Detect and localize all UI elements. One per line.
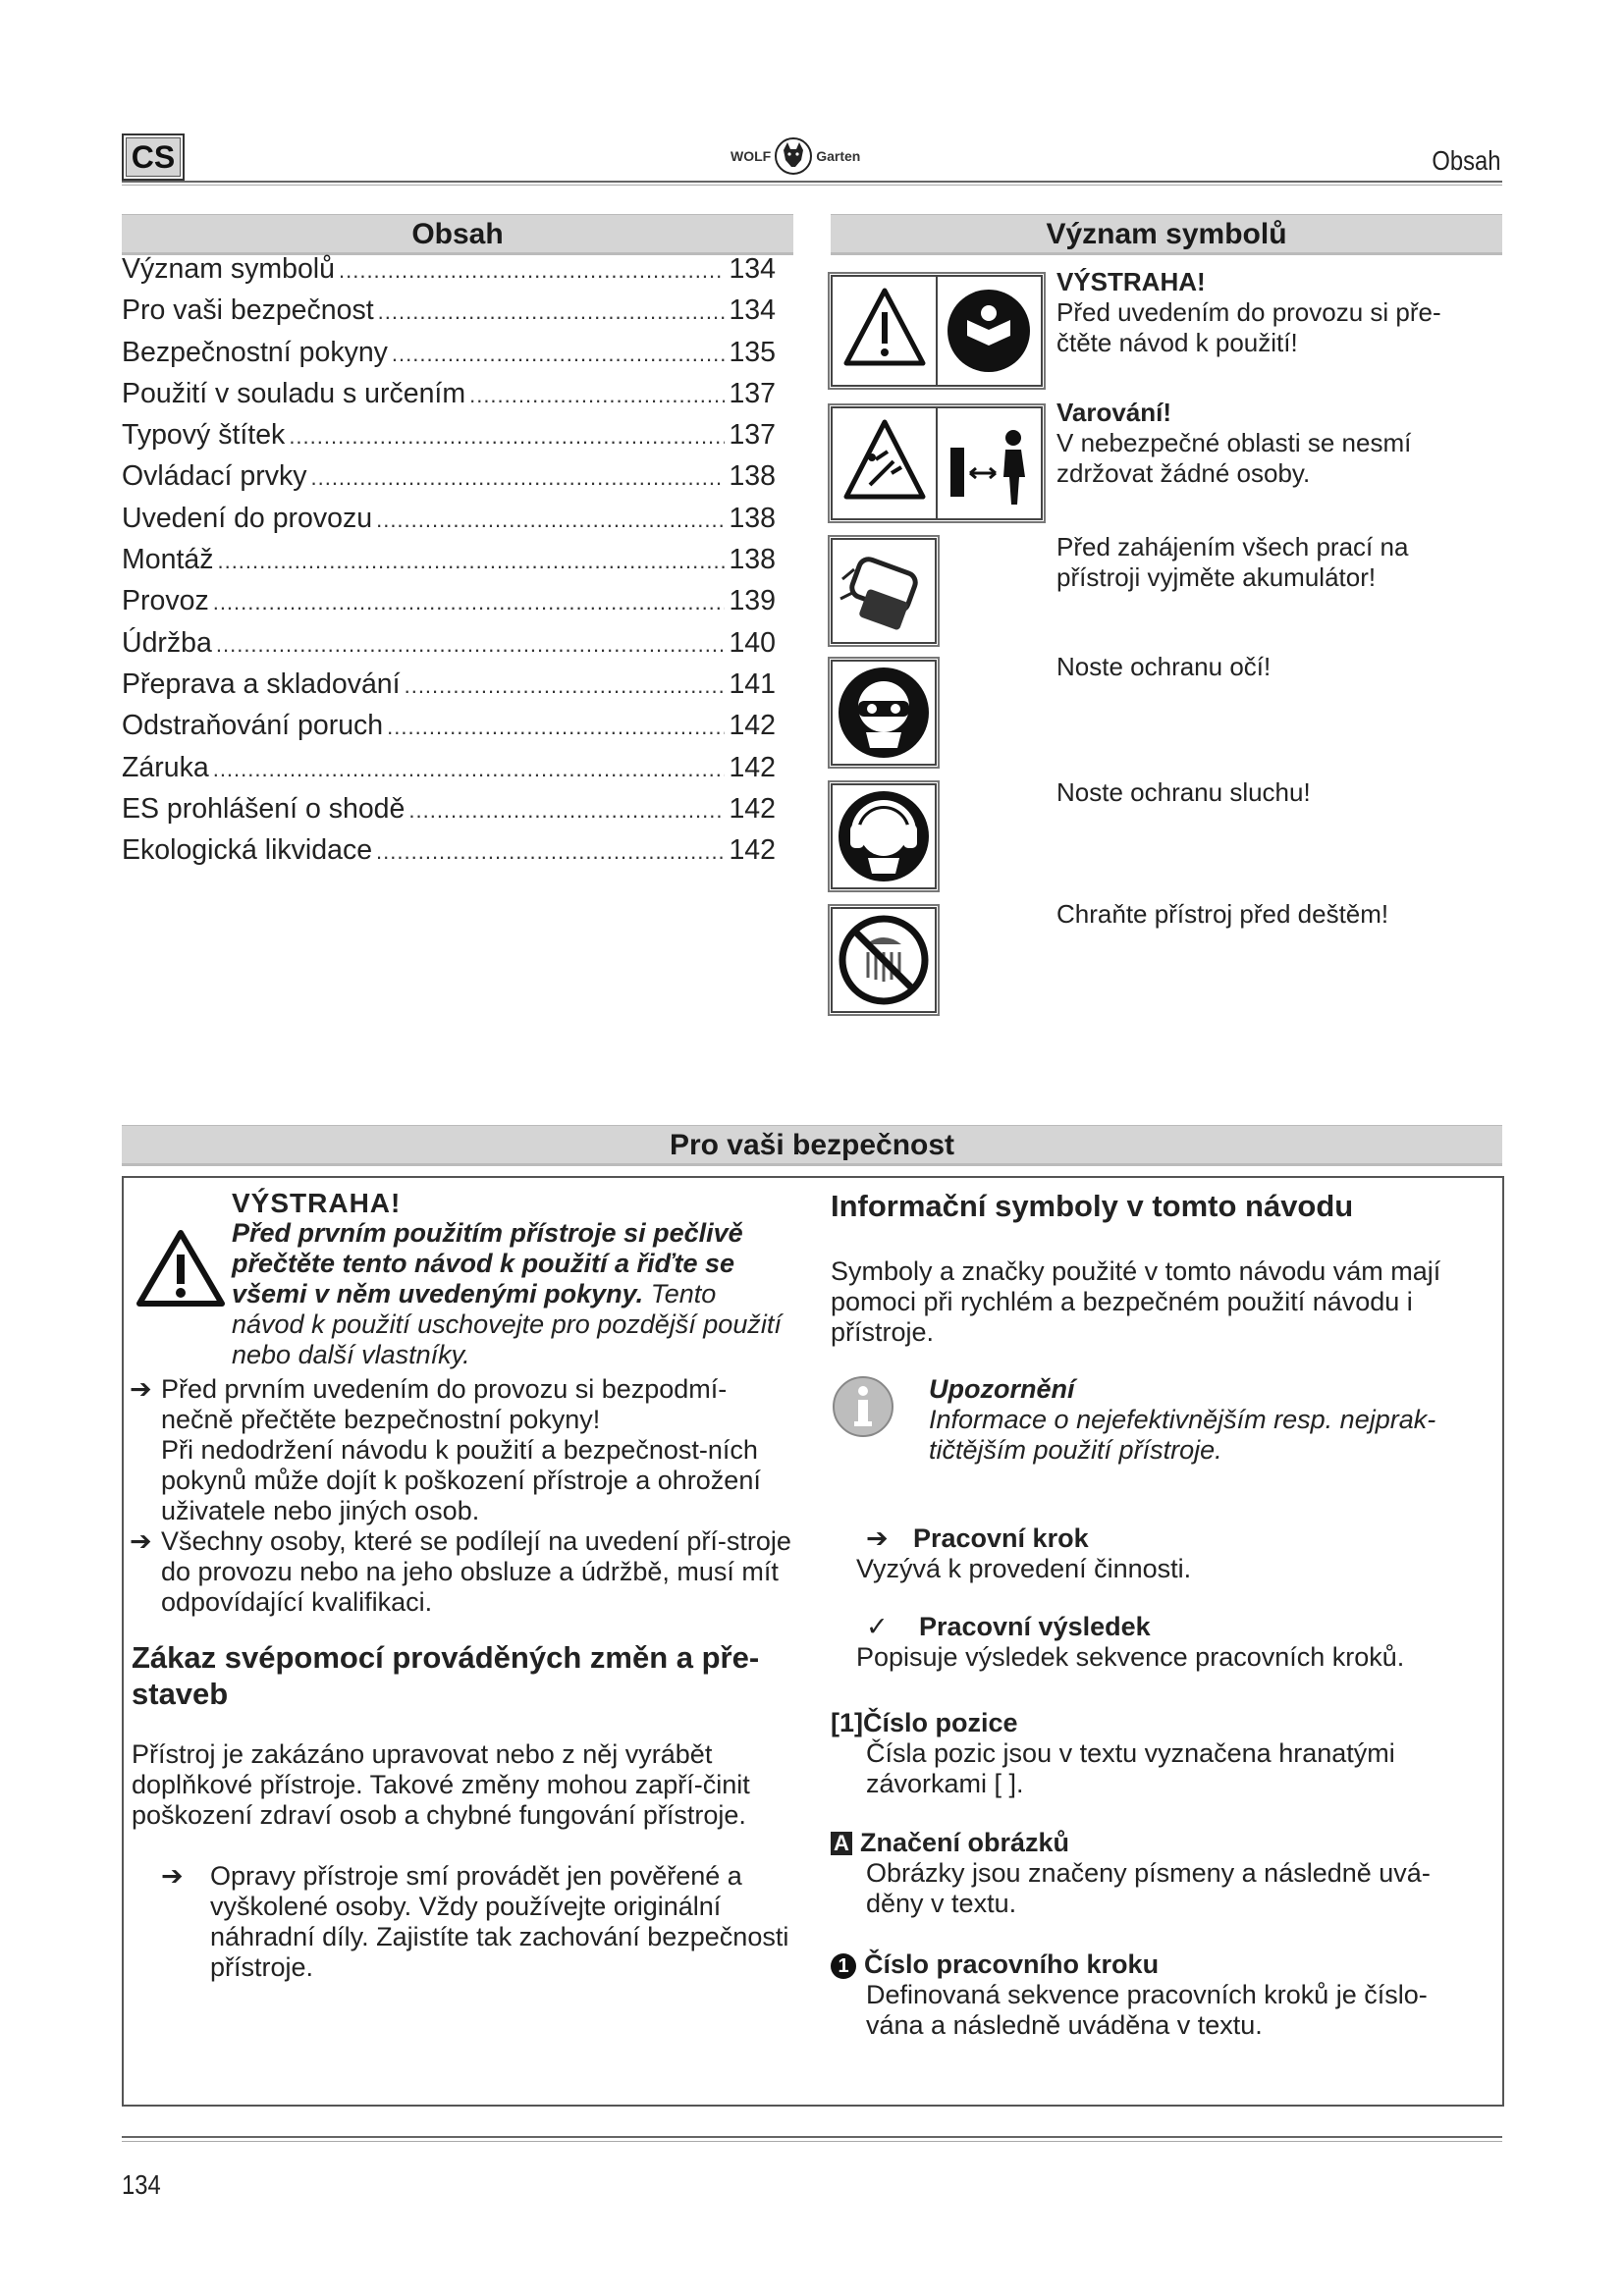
changes-heading: Zákaz svépomocí prováděných změn a pře-staveb <box>132 1640 760 1711</box>
symbol-2-text: Varování! V nebezpečné oblasti se nesmí zdržovat žádné osoby. <box>1056 398 1412 488</box>
symbol-1-text: VÝSTRAHA! Před uvedením do provozu si pře-čtěte návod k použití! <box>1056 267 1441 357</box>
logo-right-text: Garten <box>816 148 861 164</box>
checkmark-icon: ✓ <box>866 1612 889 1641</box>
changes-text: Přístroj je zakázáno upravovat nebo z něj vyrábět doplňkové přístroje. Takové změny mohou zapří-činit poškození zdraví osob a chybné fungování přístroje. <box>132 1739 750 1830</box>
toc-entry[interactable]: ES prohlášení o shodě ..... 142 <box>122 793 776 834</box>
toc-entry[interactable]: Údržba ..... 140 <box>122 627 776 668</box>
toc-entry[interactable]: Význam symbolů ..... 134 <box>122 253 776 294</box>
arrow-icon: ➔ <box>130 1526 152 1556</box>
read-manual-icon <box>947 290 1030 372</box>
page-number: 134 <box>122 2169 161 2200</box>
safety-title: Pro vaši bezpečnost <box>122 1125 1502 1166</box>
toc-entry[interactable]: Ekologická likvidace ..... 142 <box>122 834 776 876</box>
hearing-protection-icon <box>831 783 937 889</box>
no-rain-icon <box>831 907 937 1013</box>
symbol-6-text: Chraňte přístroj před deštěm! <box>1056 899 1389 929</box>
symbol-danger-zone <box>831 406 1043 520</box>
note-block: Upozornění Informace o nejefektivnějším resp. nejprak-tičtějším použití přístroje. <box>929 1374 1436 1465</box>
symbol-read-manual <box>831 275 1043 387</box>
language-badge: CS <box>122 133 185 181</box>
keep-distance-icon <box>950 430 1025 505</box>
header-divider <box>122 181 1502 183</box>
toc-entry[interactable]: Montáž ..... 138 <box>122 544 776 585</box>
toc-entry[interactable]: Odstraňování poruch ..... 142 <box>122 710 776 751</box>
warning-triangle-icon <box>134 1227 228 1309</box>
battery-removal-icon <box>831 538 937 644</box>
step-number-block: 1 Číslo pracovního kroku Definovaná sekvence pracovních kroků je číslo-vána a následně uváděna v textu. <box>831 1949 1479 2041</box>
info-heading: Informační symboly v tomto návodu <box>831 1189 1354 1223</box>
toc-entry[interactable]: Uvedení do provozu ..... 138 <box>122 503 776 544</box>
toc-entry[interactable]: Záruka ..... 142 <box>122 752 776 793</box>
toc-entry[interactable]: Pro vaši bezpečnost ..... 134 <box>122 294 776 336</box>
figure-block: A Značení obrázků Obrázky jsou značeny písmeny a následně uvá-děny v textu. <box>831 1828 1479 1919</box>
arrow-icon: ➔ <box>130 1374 152 1404</box>
brand-logo <box>731 133 907 179</box>
changes-bullet: ➔ Opravy přístroje smí provádět jen pověřené a vyškolené osoby. Vždy používejte originální náhradní díly. Zajistíte tak zachování bezpečnosti přístroje. <box>157 1861 805 1983</box>
footer-divider <box>122 2136 1502 2138</box>
toc-entry[interactable]: Bezpečnostní pokyny ..... 135 <box>122 337 776 378</box>
toc-entry[interactable]: Přeprava a skladování ..... 141 <box>122 668 776 710</box>
step-block: ➔ Pracovní krok Vyzývá k provedení činnosti. <box>856 1523 1192 1583</box>
toc-entry[interactable]: Použití v souladu s určením ..... 137 <box>122 378 776 419</box>
symbols-title: Význam symbolů <box>831 214 1502 255</box>
toc-title: Obsah <box>122 214 793 255</box>
toc-entry[interactable]: Provoz ..... 139 <box>122 585 776 626</box>
position-label: [1] <box>831 1708 863 1737</box>
result-block: ✓ Pracovní výsledek Popisuje výsledek sekvence pracovních kroků. <box>856 1612 1405 1672</box>
logo-left-text: WOLF <box>731 148 772 164</box>
toc-entry[interactable]: Ovládací prvky ..... 138 <box>122 460 776 502</box>
thrown-objects-warning-icon <box>846 422 923 497</box>
symbol-5-text: Noste ochranu sluchu! <box>1056 777 1311 807</box>
safety-warning-block: VÝSTRAHA! Před prvním použitím přístroje si pečlivě přečtěte tento návod k použití a řiďte se všemi v něm uvedenými pokyny. Tento návod k použití uschovejte pro pozdější použití nebo další vlastníky. <box>232 1188 782 1369</box>
header-section-title: Obsah <box>1431 145 1500 176</box>
position-block: [1]Číslo pozice Čísla pozic jsou v textu vyznačena hranatými závorkami [ ]. <box>831 1708 1395 1798</box>
warning-triangle-icon <box>846 291 923 363</box>
symbol-4-text: Noste ochranu očí! <box>1056 652 1272 681</box>
wolf-icon <box>774 136 813 176</box>
table-of-contents <box>122 253 776 876</box>
arrow-icon: ➔ <box>161 1861 184 1891</box>
safety-bullets: ➔ Před prvním uvedením do provozu si bezpodmí-nečně přečtěte bezpečnostní pokyny! Při nedodržení návodu k použití a bezpečnost-ních pokynů může dojít k poškození přístroje a ohrožení uživatele nebo jiných osob. ➔ Všechny osoby, které se podílejí na uvedení pří-stroje do provozu nebo na jeho obsluze a údržbě, musí mít odpovídající kvalifikaci. <box>130 1374 791 1617</box>
symbol-3-text: Před zahájením všech prací na přístroji vyjměte akumulátor! <box>1056 532 1409 592</box>
step-number-icon: 1 <box>831 1953 856 1979</box>
eye-protection-icon <box>831 660 937 766</box>
info-icon <box>831 1374 895 1439</box>
arrow-icon: ➔ <box>866 1523 889 1553</box>
toc-entry[interactable]: Typový štítek ..... 137 <box>122 419 776 460</box>
info-text: Symboly a značky použité v tomto návodu vám mají pomoci při rychlém a bezpečném použití návodu i přístroje. <box>831 1256 1441 1347</box>
figure-label-icon: A <box>831 1832 852 1855</box>
